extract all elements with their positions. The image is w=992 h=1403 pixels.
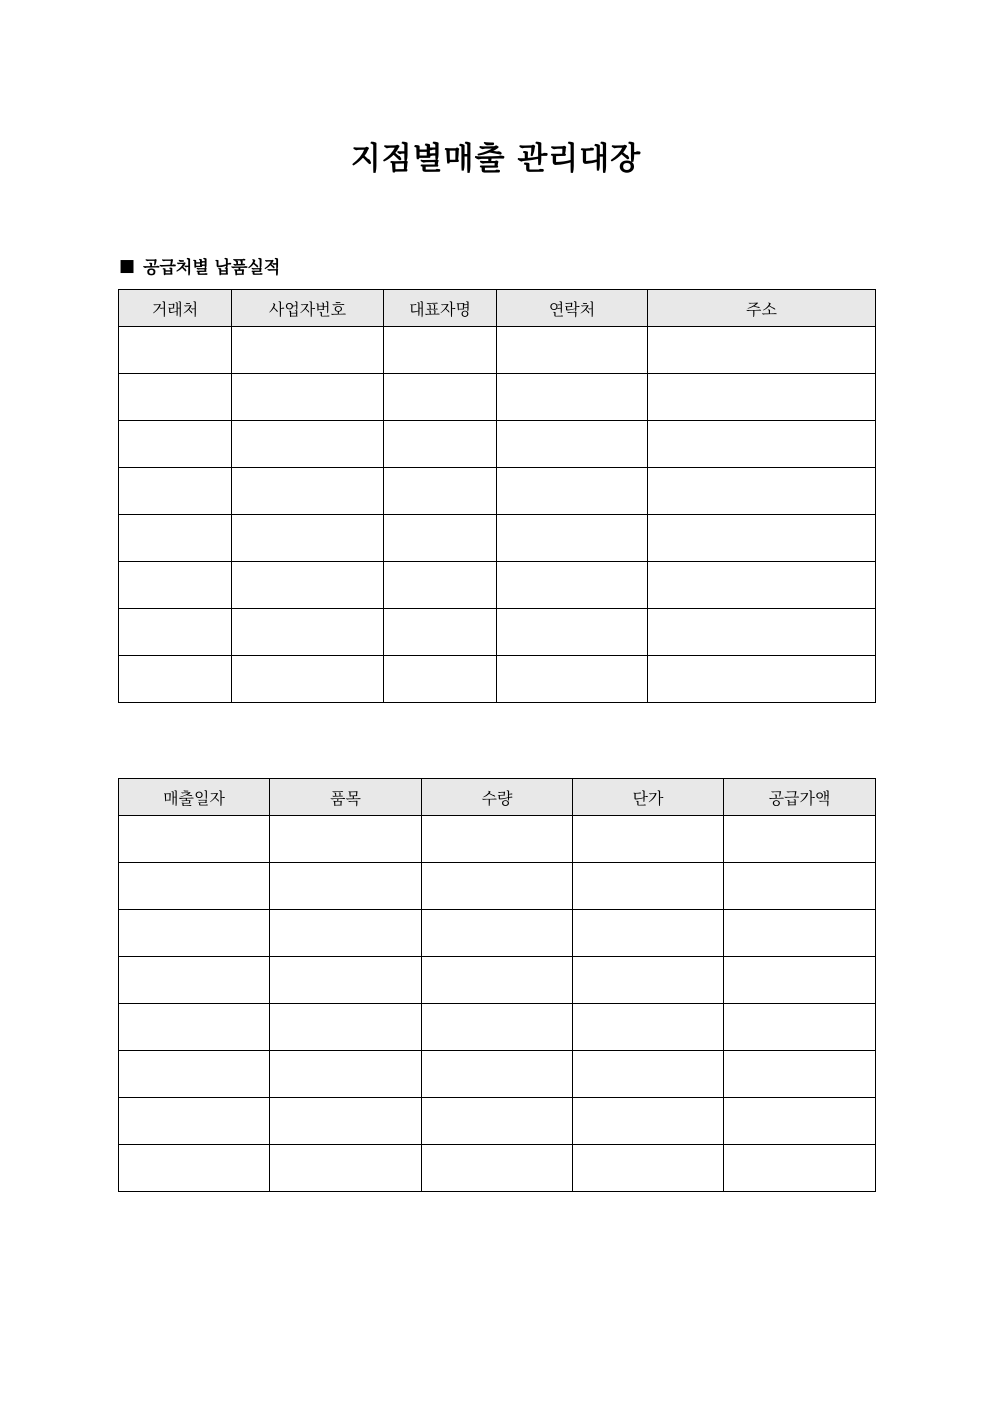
table-cell[interactable]: [119, 957, 270, 1004]
square-bullet-icon: ■: [119, 255, 136, 276]
table-cell[interactable]: [422, 910, 573, 957]
table-cell[interactable]: [648, 421, 876, 468]
table-cell[interactable]: [422, 1145, 573, 1192]
table-cell[interactable]: [384, 562, 497, 609]
table-cell[interactable]: [422, 816, 573, 863]
table-row: [119, 515, 876, 562]
table-cell[interactable]: [270, 1004, 422, 1051]
table-cell[interactable]: [270, 1145, 422, 1192]
table-cell[interactable]: [422, 1051, 573, 1098]
table-cell[interactable]: [724, 910, 876, 957]
table-cell[interactable]: [119, 656, 232, 703]
table-cell[interactable]: [119, 515, 232, 562]
table-cell[interactable]: [119, 1145, 270, 1192]
table-cell[interactable]: [270, 863, 422, 910]
sales-table-header-row: [119, 779, 876, 816]
column-header: 단가: [573, 779, 724, 816]
table-cell[interactable]: [724, 1098, 876, 1145]
column-header: 수량: [422, 779, 573, 816]
table-row: [119, 910, 876, 957]
table-cell[interactable]: [724, 957, 876, 1004]
table-row: [119, 374, 876, 421]
table-cell[interactable]: [119, 1004, 270, 1051]
supplier-table-header-row: [119, 290, 876, 327]
table-cell[interactable]: [119, 1098, 270, 1145]
sales-table: [118, 778, 876, 1192]
table-row: [119, 957, 876, 1004]
table-cell[interactable]: [384, 609, 497, 656]
column-header: 공급가액: [724, 779, 876, 816]
table-row: [119, 816, 876, 863]
column-header: 거래처: [119, 290, 232, 327]
table-cell[interactable]: [648, 609, 876, 656]
table-cell[interactable]: [384, 515, 497, 562]
table-cell[interactable]: [648, 374, 876, 421]
table-row: [119, 327, 876, 374]
table-cell[interactable]: [119, 468, 232, 515]
table-cell[interactable]: [384, 327, 497, 374]
column-header: 연락처: [497, 290, 648, 327]
table-cell[interactable]: [270, 816, 422, 863]
table-cell[interactable]: [270, 1098, 422, 1145]
table-cell[interactable]: [573, 1098, 724, 1145]
column-header: 사업자번호: [232, 290, 384, 327]
table-cell[interactable]: [648, 327, 876, 374]
table-cell[interactable]: [573, 1145, 724, 1192]
table-cell[interactable]: [119, 1051, 270, 1098]
table-cell[interactable]: [573, 910, 724, 957]
table-cell[interactable]: [573, 863, 724, 910]
table-cell[interactable]: [119, 816, 270, 863]
table-cell[interactable]: [384, 656, 497, 703]
table-cell[interactable]: [119, 327, 232, 374]
table-row: [119, 1004, 876, 1051]
table-cell[interactable]: [573, 1051, 724, 1098]
table-cell[interactable]: [119, 562, 232, 609]
table-cell[interactable]: [384, 374, 497, 421]
table-cell[interactable]: [119, 421, 232, 468]
table-cell[interactable]: [648, 468, 876, 515]
column-header: 품목: [270, 779, 422, 816]
table-cell[interactable]: [232, 562, 384, 609]
table-cell[interactable]: [270, 957, 422, 1004]
table-cell[interactable]: [270, 910, 422, 957]
column-header: 주소: [648, 290, 876, 327]
table-cell[interactable]: [497, 562, 648, 609]
table-cell[interactable]: [422, 1004, 573, 1051]
table-row: [119, 1098, 876, 1145]
section-label: 공급처별 납품실적: [143, 258, 281, 278]
table-row: [119, 468, 876, 515]
table-row: [119, 562, 876, 609]
table-cell[interactable]: [497, 609, 648, 656]
table-cell[interactable]: [232, 515, 384, 562]
table-cell[interactable]: [119, 374, 232, 421]
table-cell[interactable]: [497, 327, 648, 374]
table-cell[interactable]: [497, 421, 648, 468]
table-cell[interactable]: [384, 421, 497, 468]
table-cell[interactable]: [384, 468, 497, 515]
table-row: [119, 609, 876, 656]
table-cell[interactable]: [119, 609, 232, 656]
table-row: [119, 863, 876, 910]
table-cell[interactable]: [232, 374, 384, 421]
table-cell[interactable]: [119, 910, 270, 957]
table-cell[interactable]: [422, 957, 573, 1004]
table-cell[interactable]: [232, 609, 384, 656]
table-cell[interactable]: [497, 468, 648, 515]
section-heading: [119, 253, 280, 278]
table-cell[interactable]: [724, 1004, 876, 1051]
table-cell[interactable]: [270, 1051, 422, 1098]
table-cell[interactable]: [232, 656, 384, 703]
table-cell[interactable]: [119, 863, 270, 910]
table-cell[interactable]: [648, 562, 876, 609]
table-cell[interactable]: [232, 421, 384, 468]
table-cell[interactable]: [573, 1004, 724, 1051]
supplier-table: [118, 289, 876, 703]
table-cell[interactable]: [724, 863, 876, 910]
table-cell[interactable]: [724, 1145, 876, 1192]
table-cell[interactable]: [573, 957, 724, 1004]
table-cell[interactable]: [232, 327, 384, 374]
table-row: [119, 656, 876, 703]
table-cell[interactable]: [422, 1098, 573, 1145]
table-cell[interactable]: [573, 816, 724, 863]
table-cell[interactable]: [648, 515, 876, 562]
table-row: [119, 1145, 876, 1192]
table-cell[interactable]: [497, 656, 648, 703]
table-cell[interactable]: [648, 656, 876, 703]
table-cell[interactable]: [232, 468, 384, 515]
table-cell[interactable]: [724, 1051, 876, 1098]
table-cell[interactable]: [497, 515, 648, 562]
table-cell[interactable]: [724, 816, 876, 863]
table-cell[interactable]: [422, 863, 573, 910]
column-header: 매출일자: [119, 779, 270, 816]
table-row: [119, 1051, 876, 1098]
column-header: 대표자명: [384, 290, 497, 327]
page-title: 지점별매출 관리대장: [350, 141, 642, 177]
table-cell[interactable]: [497, 374, 648, 421]
table-row: [119, 421, 876, 468]
